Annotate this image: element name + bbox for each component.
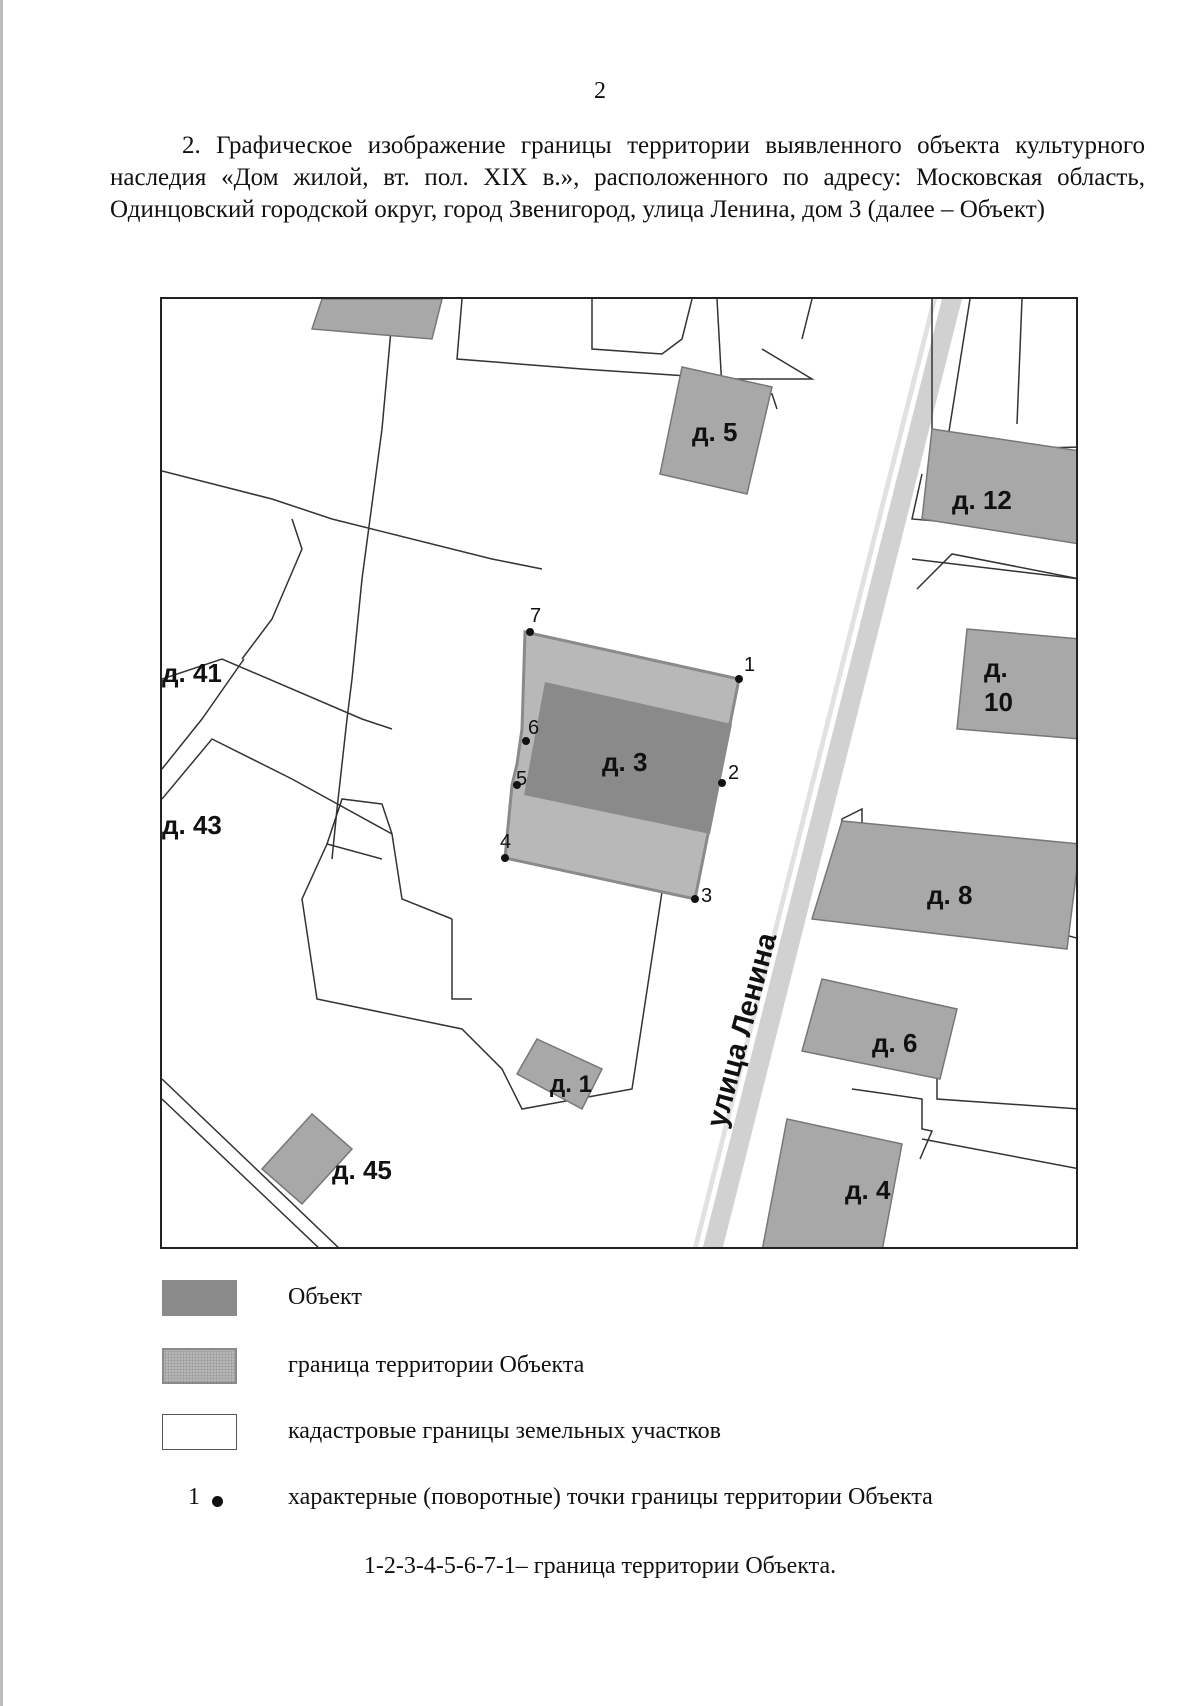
legend-points-row bbox=[0, 1484, 1200, 1524]
boundary-route-note: 1-2-3-4-5-6-7-1– граница территории Объекта. bbox=[363, 1553, 837, 1579]
intro-paragraph: 2. Графическое изображение границы территории выявленного объекта культурного наследия «Дом жилой, вт. пол. XIX в.», расположенного по адресу: Московская область, Одинцовский городской округ, город Звенигород, улица Ленина, дом 3 (далее – Объект) bbox=[110, 132, 1145, 223]
boundary-point bbox=[526, 628, 534, 636]
house-label-d43: д. 43 bbox=[162, 810, 222, 840]
house-label-d45: д. 45 bbox=[332, 1155, 392, 1185]
legend-object-label: Объект bbox=[288, 1284, 362, 1310]
legend-cadastral-swatch bbox=[162, 1414, 237, 1450]
boundary-point-label: 5 bbox=[516, 768, 528, 790]
legend-zone-row bbox=[0, 1348, 1200, 1388]
legend-points-label: характерные (поворотные) точки границы территории Объекта bbox=[288, 1484, 933, 1510]
boundary-point-label: 3 bbox=[701, 885, 713, 907]
legend-cadastral-row bbox=[0, 1414, 1200, 1454]
house-label-d5: д. 5 bbox=[692, 417, 738, 447]
boundary-point-label: 7 bbox=[530, 605, 542, 627]
site-plan-map bbox=[162, 299, 1078, 1249]
page-number: 2 bbox=[594, 78, 606, 104]
legend-cadastral-label: кадастровые границы земельных участков bbox=[288, 1418, 722, 1444]
object-label: д. 3 bbox=[602, 747, 648, 777]
legend-zone-swatch bbox=[162, 1348, 237, 1384]
house-label-d10: 10 bbox=[984, 687, 1013, 717]
legend-point-dot bbox=[212, 1496, 223, 1507]
street-label: улица Ленина bbox=[700, 929, 784, 1131]
legend-point-number: 1 bbox=[188, 1484, 200, 1510]
boundary-point bbox=[501, 854, 509, 862]
house-label-d6: д. 6 bbox=[872, 1028, 918, 1058]
house-label-d41: д. 41 bbox=[162, 658, 222, 688]
legend-object-swatch bbox=[162, 1280, 237, 1316]
legend-zone-label: граница территории Объекта bbox=[288, 1352, 585, 1378]
building-d10 bbox=[957, 629, 1078, 739]
boundary-point-label: 2 bbox=[728, 762, 740, 784]
legend-object-row bbox=[0, 1280, 1200, 1320]
boundary-point bbox=[718, 779, 726, 787]
boundary-point bbox=[735, 675, 743, 683]
house-label-d10: д. bbox=[984, 653, 1008, 683]
boundary-point bbox=[691, 895, 699, 903]
map-frame bbox=[160, 297, 1078, 1249]
house-label-d8: д. 8 bbox=[927, 880, 973, 910]
house-label-d12: д. 12 bbox=[952, 485, 1012, 515]
boundary-point-label: 4 bbox=[500, 831, 512, 853]
building-top bbox=[312, 299, 442, 339]
boundary-point-label: 6 bbox=[528, 717, 540, 739]
boundary-point-label: 1 bbox=[744, 654, 756, 676]
house-label-d1: д. 1 bbox=[550, 1071, 592, 1098]
house-label-d4: д. 4 bbox=[845, 1175, 891, 1205]
